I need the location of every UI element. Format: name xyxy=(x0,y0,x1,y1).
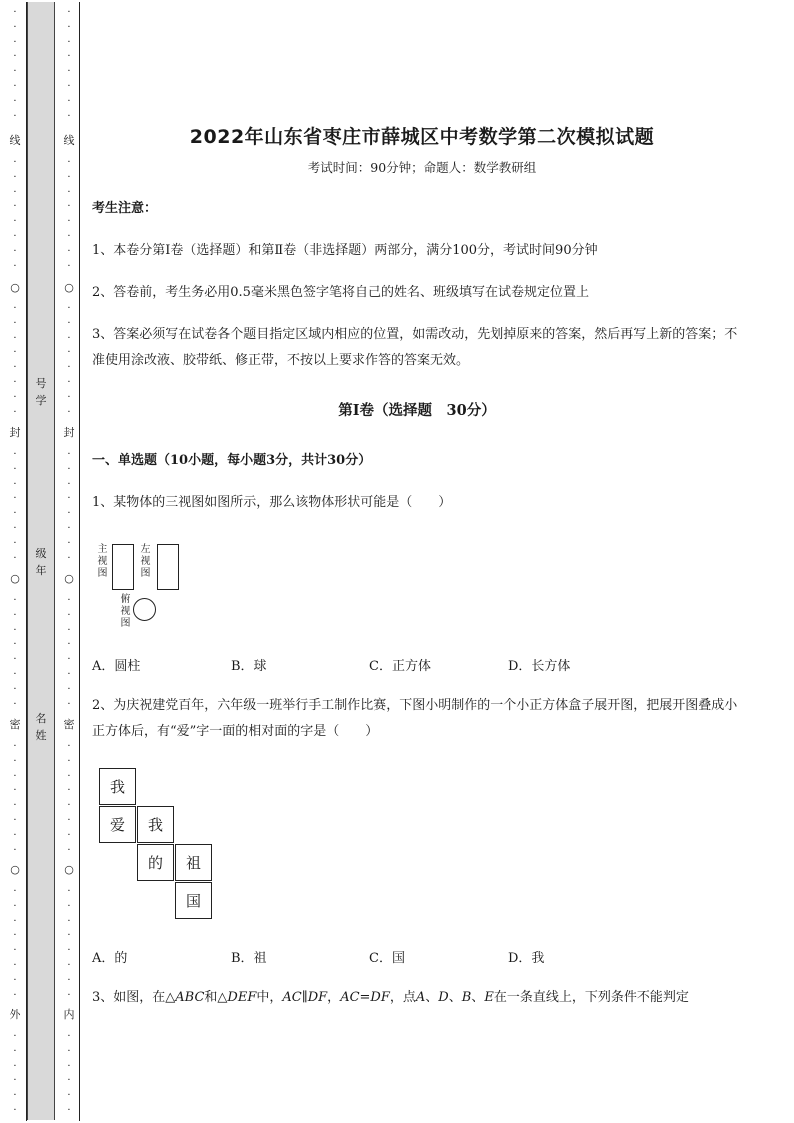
part-title: 一、单选题（10小题，每小题3分，共计30分） xyxy=(92,453,372,468)
dot-line: · · · · · · · · xyxy=(67,595,71,710)
front-view-rectangle xyxy=(112,544,134,590)
dot-line: · · · · · · · · xyxy=(67,886,71,1001)
q1-option-a: A．圆柱 xyxy=(92,659,141,674)
outer-mark-outside: 外 xyxy=(9,1008,21,1021)
dot-line: · · · · · · · · xyxy=(13,157,17,272)
net-cell: 爱 xyxy=(99,806,136,843)
question-1-stem: 1、某物体的三视图如图所示，那么该物体形状可能是（ ） xyxy=(92,495,452,510)
dot-line: · · · · · · · · xyxy=(13,741,17,856)
outer-mark-circle: ○ xyxy=(8,281,22,295)
outer-mark-seal: 封 xyxy=(9,426,21,439)
q1-option-d: D．长方体 xyxy=(508,659,571,674)
notice-heading: 考生注意： xyxy=(92,201,158,216)
inner-mark-circle: ○ xyxy=(62,863,76,877)
exam-title: 2022年山东省枣庄市薛城区中考数学第二次模拟试题 xyxy=(189,126,655,148)
inner-mark-secret: 密 xyxy=(63,718,75,731)
q1-option-b: B．球 xyxy=(231,659,267,674)
notice-item: 3、答案必须写在试卷各个题目指定区域内相应的位置，如需改动，先划掉原来的答案，然后再写上新的答案；不准使用涂改液、胶带纸、修正带，不按以上要求作答的答案无效。 xyxy=(92,327,738,368)
inner-mark-inside: 内 xyxy=(63,1008,75,1021)
net-cell: 的 xyxy=(137,844,174,881)
three-view-figure xyxy=(96,540,196,640)
field-label-grade: 级 年 xyxy=(35,547,47,577)
dot-line: · · · · · · · · xyxy=(67,449,71,564)
net-cell: 国 xyxy=(175,882,212,919)
outer-mark-circle: ○ xyxy=(8,572,22,586)
question-3-stem: 3、如图，在△ABC和△DEF中，AC∥DF，AC=DF，点A、D、B、E在一条直线上，下列条件不能判定 xyxy=(92,990,689,1005)
dot-line: · · · · · · · · xyxy=(13,7,17,122)
field-label-name: 名 姓 xyxy=(35,712,47,742)
q1-option-c: C．正方体 xyxy=(369,659,431,674)
dot-line: · · · · · · · · xyxy=(67,741,71,856)
inner-mark-seal: 封 xyxy=(63,426,75,439)
dot-line: · · · · · · xyxy=(13,1031,17,1116)
inner-mark-circle: ○ xyxy=(62,572,76,586)
dot-line: · · · · · · · · xyxy=(13,886,17,1001)
dot-line: · · · · · · · · xyxy=(67,303,71,418)
inner-mark-circle: ○ xyxy=(62,281,76,295)
dot-line: · · · · · · · · xyxy=(13,303,17,418)
dot-line: · · · · · · · · xyxy=(13,595,17,710)
volume-title: 第I卷（选择题 30分） xyxy=(338,402,496,419)
left-view-label: 左视图 xyxy=(140,544,151,579)
net-cell: 我 xyxy=(99,768,136,805)
notice-item: 1、本卷分第I卷（选择题）和第Ⅱ卷（非选择题）两部分，满分100分，考试时间90分钟 xyxy=(92,243,598,258)
binding-gray-band xyxy=(27,2,55,1120)
front-view-label: 主视图 xyxy=(97,544,108,579)
notice-item: 2、答卷前，考生务必用0.5毫米黑色签字笔将自己的姓名、班级填写在试卷规定位置上 xyxy=(92,285,589,300)
inner-mark-line: 线 xyxy=(63,134,75,147)
net-cell: 我 xyxy=(137,806,174,843)
top-view-label: 俯视图 xyxy=(120,594,131,629)
q2-option-b: B．祖 xyxy=(231,951,267,966)
dot-line: · · · · · · · · xyxy=(13,449,17,564)
dot-line: · · · · · · xyxy=(67,1031,71,1116)
net-cell: 祖 xyxy=(175,844,212,881)
top-view-circle xyxy=(133,598,156,621)
q2-option-d: D．我 xyxy=(508,951,545,966)
question-2-stem: 2、为庆祝建党百年，六年级一班举行手工制作比赛，下图小明制作的一个小正方体盒子展开图，把展开图叠成小正方体后，有“爱”字一面的相对面的字是（ ） xyxy=(92,698,738,739)
field-label-student-number: 号 学 xyxy=(35,377,47,407)
outer-mark-secret: 密 xyxy=(9,718,21,731)
binding-frame-line-right xyxy=(79,2,80,1121)
dot-line: · · · · · · · · xyxy=(67,7,71,122)
q2-option-c: C．国 xyxy=(369,951,405,966)
binding-outer-column xyxy=(8,6,22,1118)
outer-mark-line: 线 xyxy=(9,134,21,147)
exam-subtitle: 考试时间：90分钟；命题人：数学教研组 xyxy=(307,160,537,175)
left-view-rectangle xyxy=(157,544,179,590)
dot-line: · · · · · · · · xyxy=(67,157,71,272)
outer-mark-circle: ○ xyxy=(8,863,22,877)
binding-inner-column xyxy=(62,6,76,1118)
q2-option-a: A．的 xyxy=(92,951,128,966)
